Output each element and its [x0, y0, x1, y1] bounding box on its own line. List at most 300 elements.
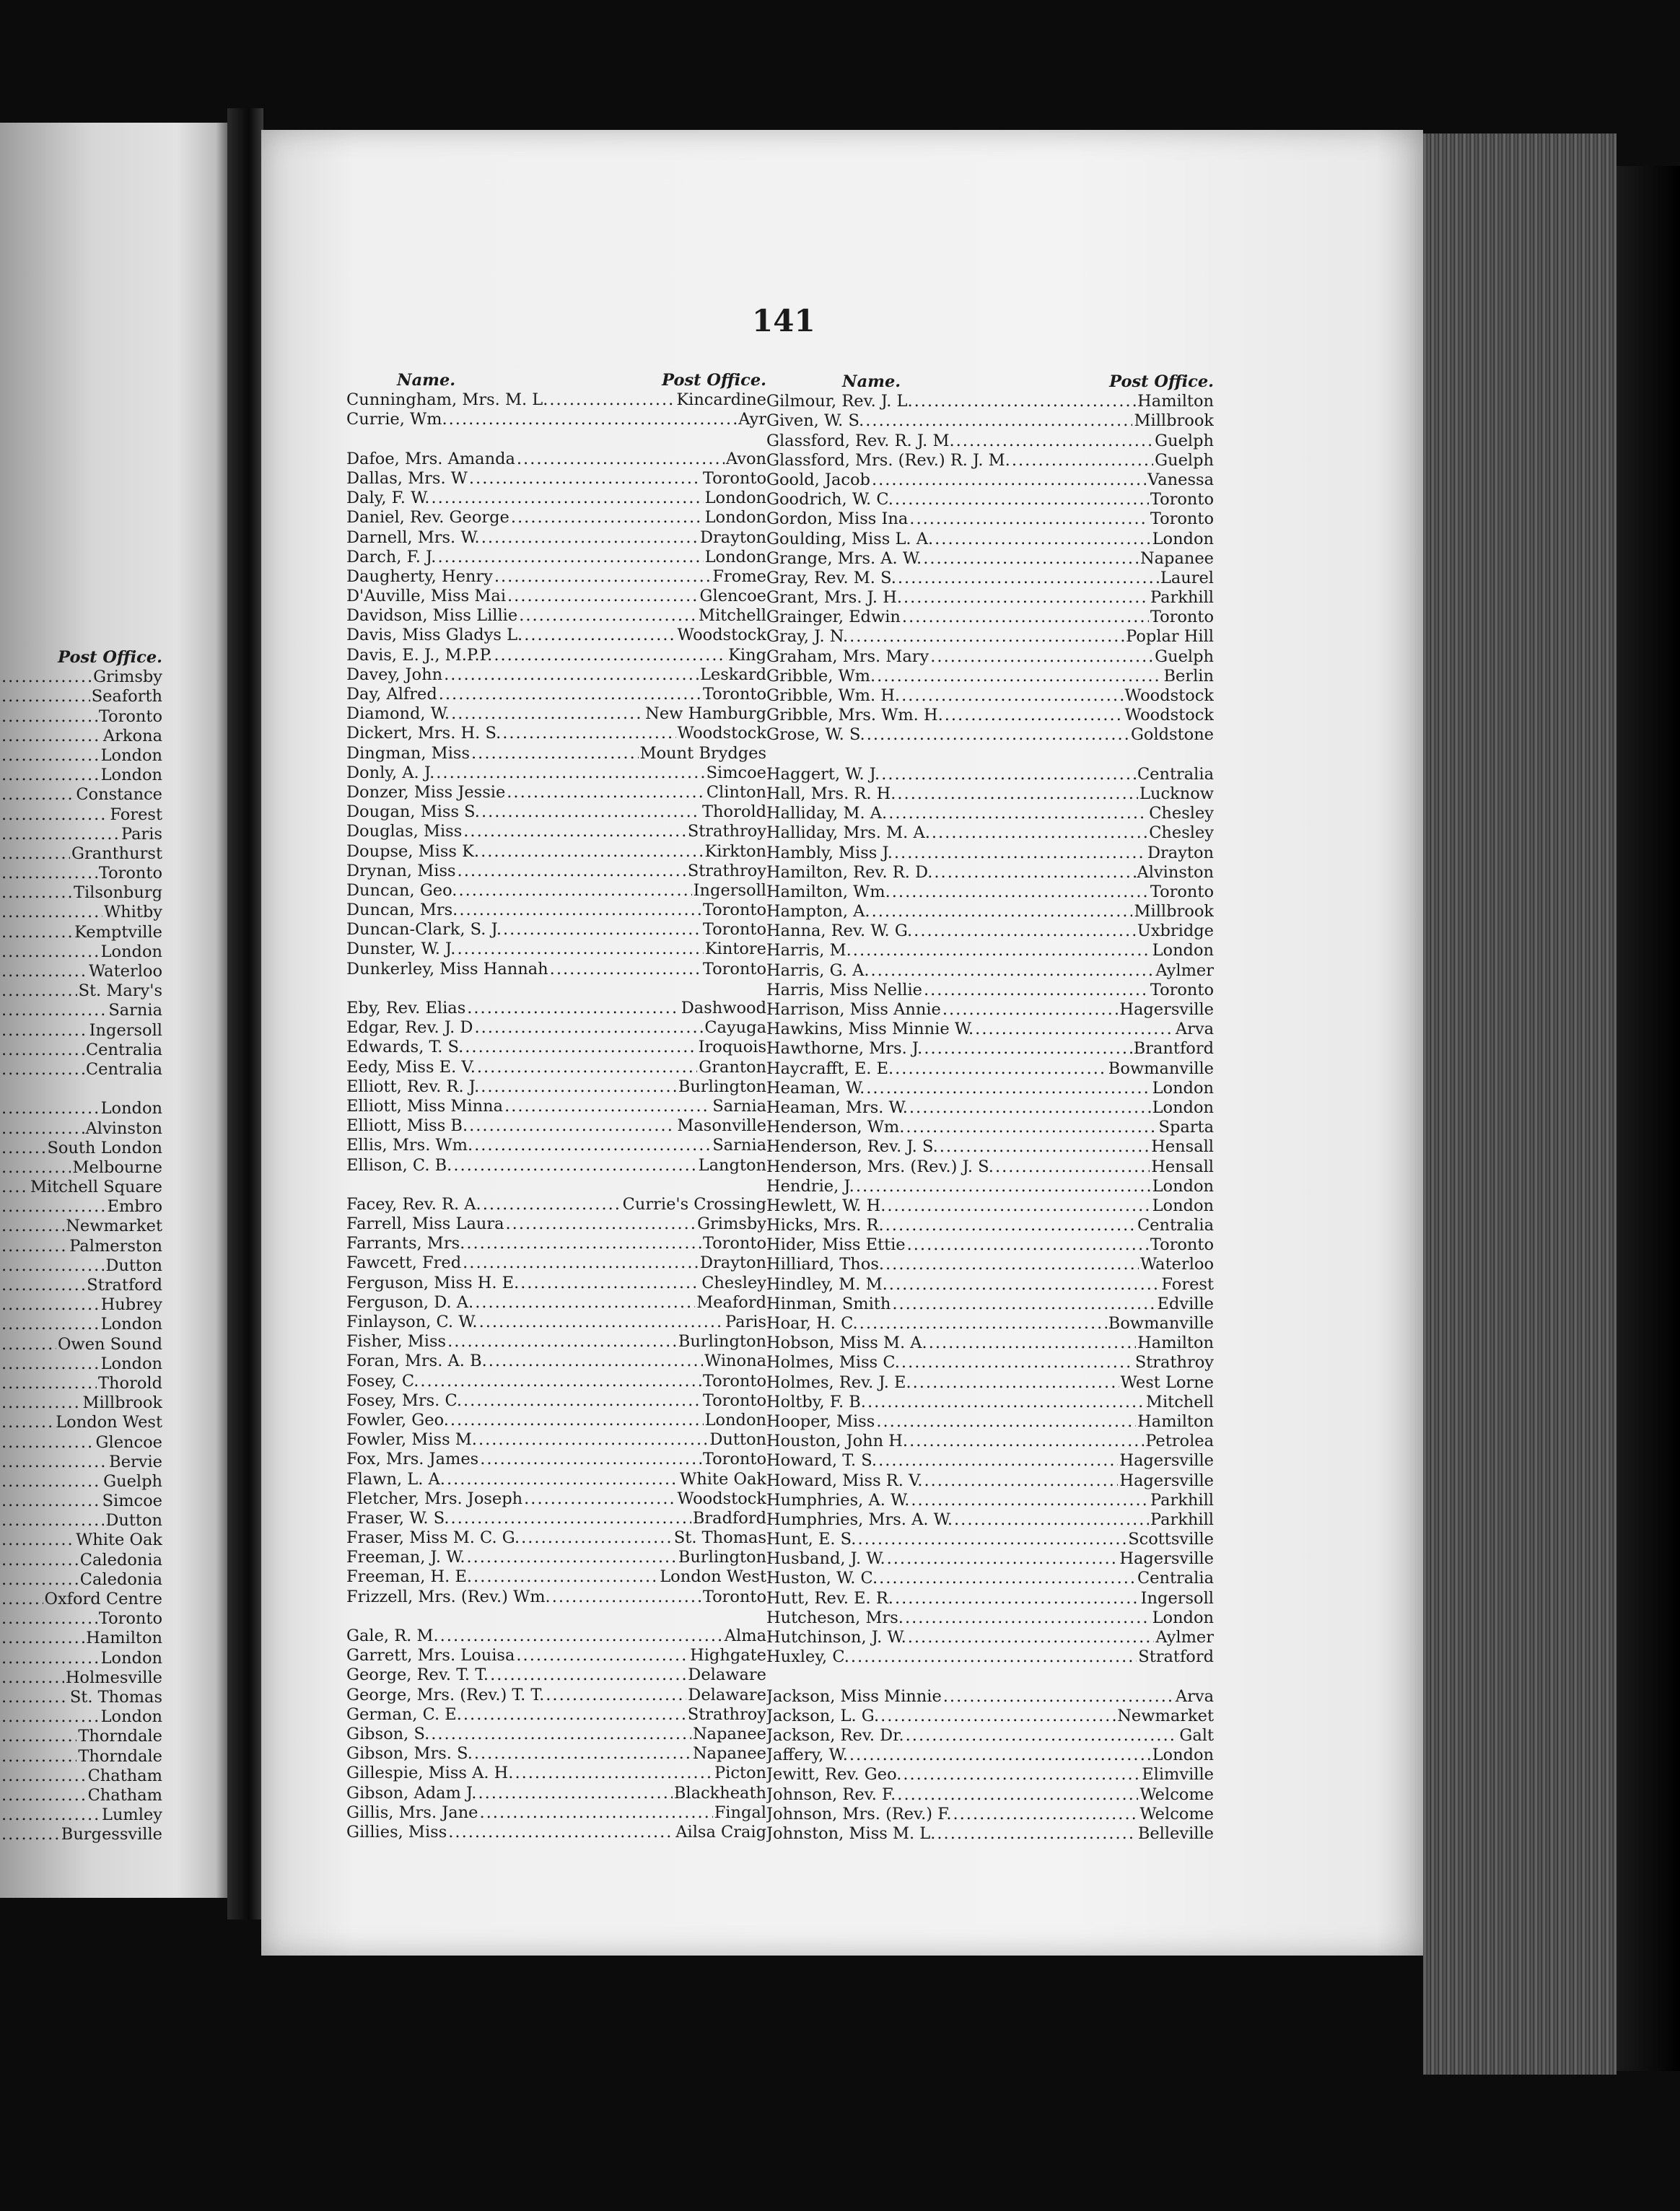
- entry-name: Finlayson, C. W.: [346, 1313, 478, 1331]
- dot-leader: [907, 1235, 1149, 1255]
- dot-leader: [934, 863, 1135, 883]
- directory-entry: [766, 1020, 1214, 1039]
- dot-leader: [1, 667, 92, 687]
- partial-entry: [0, 1531, 162, 1550]
- dot-leader: [469, 1116, 675, 1136]
- entry-post-office: Woodstock: [1124, 686, 1214, 705]
- partial-entry: [0, 1335, 162, 1354]
- dot-leader: [447, 1332, 677, 1352]
- entry-name: Duncan-Clark, S. J.: [346, 920, 502, 940]
- directory-entry: [766, 530, 1214, 549]
- entry-post-office: White Oak: [680, 1469, 766, 1489]
- entry-name: Hindley, M. M.: [766, 1274, 888, 1294]
- post-office-header: Post Office.: [58, 648, 162, 667]
- directory-entry: [346, 1116, 766, 1136]
- dot-leader: [507, 587, 699, 606]
- entry-post-office: Hamilton: [1137, 392, 1214, 411]
- directory-entry: [766, 1314, 1214, 1334]
- entry-name: Goulding, Miss L. A.: [766, 529, 934, 548]
- directory-entry: [346, 1626, 766, 1646]
- partial-entry: [0, 1001, 162, 1020]
- entry-post-office: Drayton: [1147, 843, 1214, 862]
- dot-leader: [1, 1551, 79, 1570]
- dot-leader: [478, 1784, 672, 1803]
- directory-entry: [766, 706, 1214, 725]
- entry-post-office: Granton: [699, 1057, 766, 1077]
- partial-entry: [0, 746, 162, 766]
- directory-entry: [766, 765, 1214, 784]
- dot-leader: [902, 608, 1149, 627]
- partial-entry: [0, 1453, 162, 1472]
- entry-post-office: Millbrook: [1134, 902, 1214, 921]
- directory-entry: [766, 1118, 1214, 1137]
- directory-entry: [346, 999, 766, 1018]
- entry-post-office: Toronto: [702, 959, 766, 978]
- page-edges: [1423, 133, 1616, 2075]
- entry-name: Diamond, W.: [346, 704, 450, 724]
- dot-leader: [481, 528, 699, 548]
- directory-entry: [766, 509, 1214, 529]
- entry-name: Hamilton, Wm.: [766, 882, 891, 901]
- directory-column-right: [766, 374, 1214, 1844]
- entry-post-office: Highgate: [690, 1646, 766, 1665]
- entry-name: Freeman, J. W.: [346, 1548, 465, 1567]
- entry-post-office: Waterloo: [89, 962, 162, 981]
- entry-name: Gribble, Wm. H.: [766, 686, 901, 705]
- entry-name: Davis, E. J., M.P.P.: [346, 645, 493, 665]
- entry-name: Dallas, Mrs. W: [346, 468, 468, 488]
- entry-name: Houston, John H.: [766, 1432, 909, 1451]
- directory-entry: [346, 1705, 766, 1725]
- dot-leader: [867, 725, 1129, 745]
- entry-post-office: Hagersville: [1119, 1451, 1214, 1471]
- dot-leader: [448, 1823, 674, 1842]
- entry-name: Humphries, Mrs. A. W.: [766, 1510, 953, 1529]
- entry-post-office: Aylmer: [1155, 960, 1214, 980]
- directory-entry: [766, 627, 1214, 647]
- partial-entry: [0, 1747, 162, 1766]
- dot-leader: [897, 1785, 1138, 1805]
- entry-name: Frizzell, Mrs. (Rev.) Wm.: [346, 1587, 551, 1606]
- entry-name: Hutchinson, J. W.: [766, 1628, 906, 1647]
- entry-name: Jaffery, W.: [766, 1746, 848, 1765]
- dot-leader: [859, 1314, 1107, 1334]
- dot-leader: [1, 707, 97, 727]
- directory-entry: [766, 902, 1214, 921]
- dot-leader: [480, 1450, 701, 1469]
- entry-name: Fowler, Geo.: [346, 1410, 449, 1430]
- directory-entry: [766, 1471, 1214, 1491]
- entry-name: Edwards, T. S.: [346, 1038, 464, 1057]
- dot-leader: [892, 1295, 1155, 1314]
- dot-leader: [849, 627, 1124, 647]
- entry-post-office: London: [100, 1099, 162, 1118]
- dot-leader: [1, 883, 72, 903]
- entry-post-office: Guelph: [103, 1471, 162, 1491]
- entry-post-office: Sarnia: [712, 1136, 766, 1155]
- dot-leader: [1, 1472, 102, 1492]
- directory-entry: [766, 1275, 1214, 1295]
- entry-name: Donly, A. J.: [346, 763, 435, 782]
- entry-post-office: Strathroy: [687, 1704, 766, 1724]
- entry-post-office: Toronto: [1150, 490, 1214, 509]
- dot-leader: [904, 588, 1149, 608]
- entry-name: Fosey, C.: [346, 1371, 419, 1391]
- directory-entry: [766, 490, 1214, 509]
- directory-entry: [766, 823, 1214, 843]
- entry-post-office: Cayuga: [704, 1018, 766, 1038]
- entry-name: Halliday, Mrs. M. A.: [766, 823, 930, 843]
- far-left-column: [0, 648, 162, 1844]
- entry-name: Haggert, W. J.: [766, 764, 880, 784]
- entry-name: Gillis, Mrs. Jane: [346, 1803, 478, 1822]
- entry-post-office: Ingersoll: [1140, 1588, 1214, 1608]
- partial-entry: [0, 1727, 162, 1746]
- dot-leader: [1, 1217, 64, 1236]
- directory-entry: [766, 569, 1214, 588]
- entry-post-office: Napanee: [692, 1724, 766, 1743]
- entry-post-office: Toronto: [702, 1371, 766, 1391]
- entry-post-office: London: [100, 745, 162, 765]
- directory-entry: [346, 802, 766, 822]
- dot-leader: [463, 1391, 701, 1411]
- dot-leader: [1, 746, 100, 766]
- dot-leader: [440, 1626, 723, 1646]
- dot-leader: [878, 1451, 1118, 1471]
- entry-post-office: Constance: [76, 785, 162, 805]
- entry-post-office: Centralia: [1137, 1569, 1214, 1588]
- directory-entry: [346, 920, 766, 940]
- dot-leader: [1, 1295, 100, 1315]
- dot-leader: [866, 1079, 1150, 1098]
- directory-entry: [346, 450, 766, 469]
- partial-entry: [0, 1570, 162, 1590]
- dot-leader: [909, 1098, 1151, 1118]
- entry-post-office: Ayr: [738, 410, 766, 429]
- entry-post-office: Aylmer: [1155, 1628, 1214, 1647]
- dot-leader: [1, 1707, 100, 1727]
- partial-entry: [0, 1393, 162, 1413]
- directory-entry: [766, 1530, 1214, 1549]
- dot-leader: [1, 1433, 95, 1453]
- dot-leader: [466, 1548, 676, 1567]
- dot-leader: [1, 923, 73, 942]
- entry-post-office: Chatham: [87, 1785, 162, 1805]
- dot-leader: [953, 1805, 1139, 1824]
- partial-entry: [0, 1825, 162, 1844]
- entry-post-office: Grimsby: [93, 667, 162, 687]
- directory-entry: [346, 822, 766, 841]
- entry-post-office: Seaforth: [91, 687, 162, 706]
- entry-name: Eby, Rev. Elias: [346, 999, 466, 1017]
- directory-entry: [346, 1352, 766, 1371]
- partial-entry: [0, 1119, 162, 1139]
- dot-leader: [930, 647, 1153, 667]
- dot-leader: [880, 1707, 1116, 1726]
- directory-entry: [766, 784, 1214, 804]
- directory-entry: [766, 883, 1214, 902]
- dot-leader: [1, 825, 120, 844]
- dot-leader: [879, 1569, 1136, 1588]
- entry-name: Howard, Miss R. V.: [766, 1471, 923, 1490]
- entry-name: Dunkerley, Miss Hannah: [346, 959, 548, 978]
- dot-leader: [889, 1275, 1160, 1295]
- entry-name: Fawcett, Fred: [346, 1253, 462, 1273]
- entry-name: Davidson, Miss Lillie: [346, 606, 518, 626]
- partial-entry: [0, 1668, 162, 1688]
- dot-leader: [1, 785, 74, 805]
- entry-post-office: Arkona: [102, 726, 162, 745]
- entry-name: Hobson, Miss M. A.: [766, 1334, 927, 1353]
- directory-entry: [346, 842, 766, 862]
- entry-name: Holmes, Miss C.: [766, 1353, 900, 1372]
- entry-name: Hawkins, Miss Minnie W.: [766, 1020, 974, 1039]
- entry-name: Foran, Mrs. A. B.: [346, 1352, 487, 1371]
- dot-leader: [467, 999, 680, 1018]
- entry-post-office: Scottsville: [1128, 1530, 1214, 1549]
- entry-post-office: London: [1152, 1608, 1214, 1627]
- dot-leader: [503, 920, 701, 940]
- post-office-header: Post Office.: [662, 371, 766, 390]
- dot-leader: [1, 1354, 100, 1374]
- dot-leader: [463, 822, 686, 841]
- entry-name: Duncan, Geo.: [346, 880, 458, 900]
- dot-leader: [909, 509, 1149, 529]
- directory-entry: [346, 1332, 766, 1352]
- entry-name: Gray, J. N.: [766, 627, 849, 647]
- directory-entry: [766, 1177, 1214, 1196]
- directory-entry: [766, 1510, 1214, 1530]
- entry-name: Hall, Mrs. R. H.: [766, 784, 896, 803]
- dot-leader: [478, 1430, 708, 1450]
- partial-entry: [0, 942, 162, 962]
- dot-leader: [903, 1765, 1140, 1785]
- section-gap: [766, 1667, 1214, 1686]
- entry-post-office: Toronto: [1150, 882, 1214, 901]
- entry-post-office: Toronto: [1150, 509, 1214, 529]
- dot-leader: [901, 1353, 1134, 1372]
- entry-post-office: London: [704, 1410, 766, 1430]
- dot-leader: [1, 1119, 84, 1139]
- dot-leader: [431, 489, 703, 508]
- entry-post-office: Bowmanville: [1108, 1059, 1214, 1078]
- directory-entry: [346, 665, 766, 685]
- dot-leader: [895, 1589, 1139, 1608]
- entry-post-office: Ailsa Craig: [675, 1822, 766, 1842]
- entry-post-office: Edville: [1157, 1294, 1214, 1313]
- dot-leader: [906, 1726, 1178, 1746]
- dot-leader: [1, 1590, 43, 1609]
- entry-name: Gribble, Mrs. Wm. H.: [766, 706, 943, 725]
- directory-entry: [346, 646, 766, 665]
- entry-name: George, Mrs. (Rev.) T. T.: [346, 1685, 545, 1704]
- entry-post-office: Toronto: [702, 468, 766, 488]
- dot-leader: [956, 432, 1153, 451]
- dot-leader: [897, 784, 1138, 804]
- directory-entry: [346, 410, 766, 429]
- partial-entry: [0, 1805, 162, 1825]
- directory-entry: [346, 1038, 766, 1057]
- directory-entry: [766, 1334, 1214, 1353]
- entry-name: Halliday, M. A.: [766, 804, 888, 823]
- entry-post-office: Hamilton: [1137, 1334, 1214, 1353]
- entry-post-office: South London: [47, 1138, 162, 1157]
- entry-name: Fox, Mrs. James: [346, 1450, 479, 1469]
- dot-leader: [1, 1570, 79, 1590]
- entry-post-office: Toronto: [1150, 980, 1214, 999]
- entry-name: Fowler, Miss M.: [346, 1430, 477, 1450]
- directory-entry: [766, 647, 1214, 667]
- dot-leader: [451, 704, 644, 724]
- entry-post-office: West Lorne: [1120, 1372, 1214, 1392]
- entry-post-office: Dashwood: [681, 999, 766, 1017]
- entry-name: Ellis, Mrs. Wm.: [346, 1136, 473, 1155]
- entry-name: Given, W. S.: [766, 411, 865, 431]
- entry-name: Jackson, L. G.: [766, 1706, 880, 1725]
- directory-entry: [766, 549, 1214, 569]
- entry-name: Hewlett, W. H.: [766, 1196, 886, 1215]
- entry-post-office: London: [1152, 1196, 1214, 1215]
- dot-leader: [1, 1531, 74, 1550]
- dot-leader: [1, 1335, 56, 1354]
- partial-entry: [0, 825, 162, 844]
- dot-leader: [1, 1629, 84, 1648]
- dot-leader: [1, 981, 77, 1001]
- dot-leader: [463, 1253, 699, 1273]
- dot-leader: [924, 1471, 1119, 1491]
- dot-leader: [450, 1411, 704, 1430]
- dot-leader: [906, 1118, 1157, 1137]
- directory-entry: [346, 1293, 766, 1313]
- entry-name: Ellison, C. B.: [346, 1155, 452, 1175]
- dot-leader: [1, 1021, 88, 1041]
- dot-leader: [905, 1608, 1151, 1628]
- entry-name: Gillies, Miss: [346, 1822, 447, 1842]
- dot-leader: [1, 727, 102, 746]
- entry-name: Elliott, Miss Minna: [346, 1096, 504, 1116]
- entry-name: Davey, John: [346, 665, 443, 684]
- directory-entry: [766, 1000, 1214, 1020]
- dot-leader: [1, 1001, 107, 1020]
- entry-post-office: Dutton: [105, 1256, 162, 1275]
- dot-leader: [929, 1334, 1136, 1353]
- entry-name: Daniel, Rev. George: [346, 508, 509, 527]
- entry-post-office: Thorndale: [78, 1746, 162, 1766]
- dot-leader: [550, 960, 701, 979]
- dot-leader: [914, 921, 1136, 941]
- entry-post-office: Arva: [1175, 1686, 1214, 1706]
- entry-post-office: Paris: [725, 1313, 766, 1331]
- partial-entry: [0, 1237, 162, 1256]
- directory-entry: [766, 1707, 1214, 1726]
- entry-name: German, C. E.: [346, 1704, 462, 1724]
- entry-name: Doupse, Miss K.: [346, 841, 480, 861]
- dot-leader: [1, 903, 102, 922]
- entry-name: Hinman, Smith: [766, 1294, 891, 1313]
- entry-post-office: Iroquois: [698, 1038, 766, 1057]
- partial-entry: [0, 1492, 162, 1511]
- dot-leader: [516, 1646, 688, 1665]
- directory-entry: [346, 1234, 766, 1253]
- entry-post-office: Centralia: [85, 1040, 162, 1059]
- partial-entry: [0, 1707, 162, 1727]
- entry-name: Hendrie, J.: [766, 1176, 854, 1196]
- dot-leader: [479, 1313, 724, 1332]
- dot-leader: [469, 469, 701, 489]
- entry-post-office: Clinton: [706, 782, 766, 802]
- entry-name: Hunt, E. S.: [766, 1530, 857, 1549]
- entry-name: Harris, Miss Nellie: [766, 980, 922, 999]
- dot-leader: [935, 530, 1150, 549]
- directory-entry: [346, 1803, 766, 1823]
- entry-post-office: Owen Sound: [57, 1334, 162, 1354]
- entry-post-office: St. Mary's: [78, 981, 162, 1001]
- partial-entry: [0, 1511, 162, 1531]
- partial-entry: [0, 844, 162, 864]
- entry-post-office: Millbrook: [82, 1393, 162, 1413]
- entry-name: Dunster, W. J.: [346, 940, 456, 959]
- entry-post-office: London: [100, 1315, 162, 1334]
- section-gap: [346, 430, 766, 450]
- dot-leader: [520, 1274, 700, 1293]
- entry-post-office: Kincardine: [676, 390, 766, 410]
- dot-leader: [1, 844, 70, 864]
- entry-post-office: London: [100, 1648, 162, 1668]
- entry-post-office: Elimville: [1142, 1765, 1214, 1785]
- entry-post-office: Guelph: [1155, 431, 1214, 450]
- entry-name: Husband, J. W.: [766, 1549, 885, 1569]
- entry-name: Hooper, Miss: [766, 1411, 875, 1431]
- entry-post-office: Welcome: [1139, 1804, 1214, 1823]
- directory-entry: [346, 1725, 766, 1744]
- entry-post-office: Newmarket: [66, 1217, 162, 1236]
- entry-post-office: Blackheath: [673, 1783, 766, 1803]
- directory-entry: [346, 1823, 766, 1842]
- partial-entry: [0, 1197, 162, 1217]
- dot-leader: [474, 1744, 691, 1764]
- directory-entry: [766, 411, 1214, 431]
- partial-entry: [0, 1178, 162, 1197]
- entry-post-office: Woodstock: [677, 1489, 766, 1508]
- entry-name: Dougan, Miss S.: [346, 802, 480, 822]
- entry-name: Graham, Mrs. Mary: [766, 647, 929, 666]
- dot-leader: [954, 1510, 1149, 1530]
- entry-post-office: Fingal: [714, 1803, 766, 1822]
- directory-entry: [346, 881, 766, 901]
- entry-post-office: Woodstock: [1124, 706, 1214, 725]
- directory-entry: [766, 1216, 1214, 1235]
- section-gap: [346, 1175, 766, 1195]
- dot-leader: [490, 1665, 686, 1685]
- directory-entry: [346, 626, 766, 645]
- dot-leader: [1, 687, 90, 706]
- entry-name: Gibson, S.: [346, 1724, 430, 1743]
- entry-name: Huston, W. C.: [766, 1569, 878, 1588]
- entry-name: Gribble, Wm.: [766, 666, 876, 686]
- entry-name: Ferguson, Miss H. E.: [346, 1273, 520, 1292]
- dot-leader: [1, 1668, 64, 1688]
- entry-post-office: Toronto: [702, 1391, 766, 1410]
- dot-leader: [870, 961, 1154, 981]
- dot-leader: [1, 1727, 76, 1746]
- directory-entry: [766, 941, 1214, 960]
- partial-entry: [0, 1354, 162, 1374]
- directory-entry: [766, 961, 1214, 981]
- entry-post-office: London: [1152, 529, 1214, 548]
- entry-post-office: Frome: [712, 566, 766, 586]
- entry-post-office: Guelph: [1155, 450, 1214, 470]
- entry-post-office: Parkhill: [1150, 1490, 1214, 1510]
